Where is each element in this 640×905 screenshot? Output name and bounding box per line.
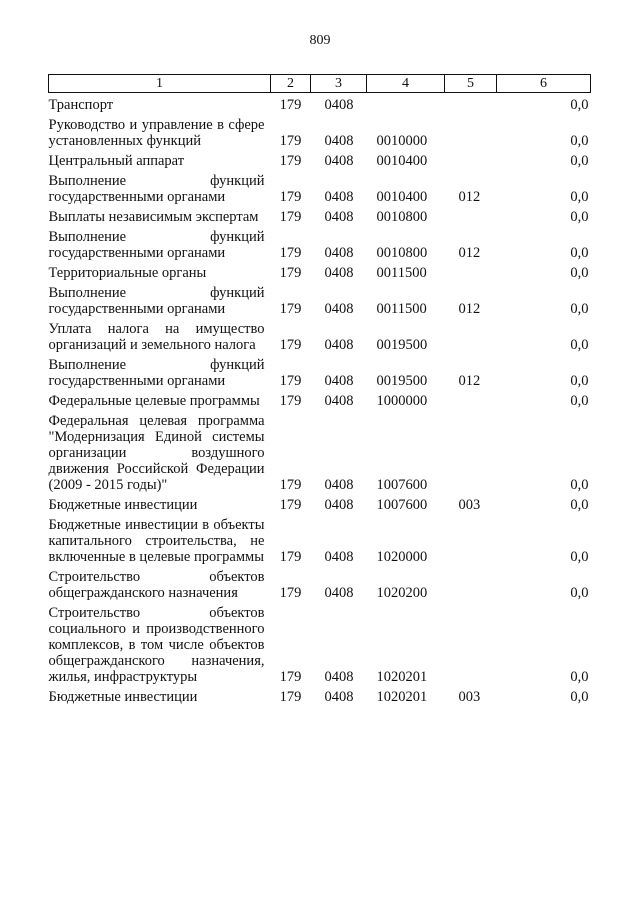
row-col-4: 0010400 [376,189,428,205]
row-col-3: 0408 [324,585,354,601]
row-col-4: 0019500 [376,337,428,353]
row-col-3: 0408 [324,245,354,261]
row-col-3: 0408 [324,549,354,565]
row-col-5: 003 [458,689,481,705]
row-name: Строительство объектов общегражданского назначения [48,569,265,601]
page-number: 809 [309,33,331,48]
column-header-3: 3 [311,75,367,93]
row-name: Федеральные целевые программы [48,393,260,409]
row-col-6: 0,0 [570,189,589,205]
row-col-6: 0,0 [570,689,589,705]
row-col-6: 0,0 [570,585,589,601]
row-col-6: 0,0 [570,497,589,513]
column-header-1: 1 [49,75,271,93]
row-col-2: 179 [279,133,302,149]
row-col-4: 1020201 [376,689,428,705]
row-col-5 [445,601,497,685]
row-col-2: 179 [279,245,302,261]
row-name: Бюджетные инвестиции [48,497,198,513]
row-col-5 [445,149,497,169]
row-col-4: 0010800 [376,209,428,225]
table-row [49,513,591,565]
row-col-4: 1000000 [376,393,428,409]
table-row [49,353,591,389]
table-row [49,409,591,493]
row-col-5 [445,93,497,114]
row-col-6: 0,0 [570,393,589,409]
row-name: Выполнение функций государственными органами [48,229,265,261]
row-col-5: 012 [458,301,481,317]
row-col-2: 179 [279,373,302,389]
row-col-2: 179 [279,265,302,281]
row-col-5: 003 [458,497,481,513]
row-col-2: 179 [279,393,302,409]
row-col-6: 0,0 [570,133,589,149]
row-col-5 [445,261,497,281]
row-name: Руководство и управление в сфере установленных функций [48,117,265,149]
row-col-5 [445,317,497,353]
row-col-5 [445,513,497,565]
column-header-4: 4 [367,75,445,93]
column-header-6: 6 [497,75,591,93]
table-row [49,685,591,705]
row-name: Центральный аппарат [48,153,185,169]
row-col-3: 0408 [324,669,354,685]
row-col-5: 012 [458,373,481,389]
row-col-2: 179 [279,189,302,205]
row-name: Строительство объектов социального и производственного комплексов, в том числе объектов общегражданского назначения, жилья, инфраструктуры [48,605,265,685]
row-col-2: 179 [279,497,302,513]
header-row [49,75,591,93]
row-col-4: 1020000 [376,549,428,565]
row-col-3: 0408 [324,209,354,225]
row-col-6: 0,0 [570,549,589,565]
table-row [49,225,591,261]
row-col-5 [445,409,497,493]
row-name: Территориальные органы [48,265,207,281]
row-col-3: 0408 [324,477,354,493]
row-col-6: 0,0 [570,301,589,317]
row-col-6: 0,0 [570,337,589,353]
row-col-4: 0010800 [376,245,428,261]
row-col-2: 179 [279,337,302,353]
row-col-4: 1020200 [376,585,428,601]
column-header-2: 2 [271,75,311,93]
row-name: Уплата налога на имущество организаций и земельного налога [48,321,265,353]
row-col-5: 012 [458,189,481,205]
row-col-6: 0,0 [570,97,589,113]
row-col-3: 0408 [324,393,354,409]
row-col-2: 179 [279,97,302,113]
row-col-4: 0019500 [376,373,428,389]
column-header-5: 5 [445,75,497,93]
table-row [49,317,591,353]
row-col-4: 1007600 [376,497,428,513]
row-name: Бюджетные инвестиции [48,689,198,705]
row-col-4: 0011500 [376,265,427,281]
row-col-2: 179 [279,301,302,317]
row-col-3: 0408 [324,189,354,205]
row-name: Выполнение функций государственными органами [48,173,265,205]
row-col-6: 0,0 [570,265,589,281]
row-col-5 [445,113,497,149]
row-name: Выплаты независимым экспертам [48,209,259,225]
row-name: Выполнение функций государственными органами [48,285,265,317]
table-row [49,565,591,601]
row-col-2: 179 [279,209,302,225]
row-col-4 [367,93,445,114]
row-col-2: 179 [279,549,302,565]
row-name: Федеральная целевая программа "Модернизация Единой системы организации воздушного движения Российской Федерации (2009 - 2015 годы)" [48,413,265,493]
row-col-6: 0,0 [570,209,589,225]
table-row [49,261,591,281]
row-col-3: 0408 [324,133,354,149]
row-col-3: 0408 [324,689,354,705]
row-col-3: 0408 [324,337,354,353]
table-row [49,205,591,225]
budget-table [48,74,591,705]
row-col-4: 0010000 [376,133,428,149]
row-col-3: 0408 [324,301,354,317]
table-row [49,113,591,149]
row-col-2: 179 [279,477,302,493]
row-name: Выполнение функций государственными органами [48,357,265,389]
table-row [49,281,591,317]
row-col-3: 0408 [324,153,354,169]
table-row [49,149,591,169]
row-col-4: 0010400 [376,153,428,169]
row-col-2: 179 [279,669,302,685]
table-row [49,601,591,685]
row-col-4: 0011500 [376,301,427,317]
row-col-6: 0,0 [570,245,589,261]
table-row [49,93,591,114]
row-col-4: 1007600 [376,477,428,493]
row-name: Бюджетные инвестиции в объекты капитального строительства, не включенные в целевые программы [48,517,265,565]
table-row [49,493,591,513]
row-col-5 [445,565,497,601]
row-col-5 [445,205,497,225]
row-col-6: 0,0 [570,669,589,685]
row-name: Транспорт [48,97,114,113]
table-row [49,389,591,409]
row-col-3: 0408 [324,497,354,513]
row-col-2: 179 [279,585,302,601]
row-col-6: 0,0 [570,373,589,389]
row-col-6: 0,0 [570,153,589,169]
table-body [49,93,591,706]
row-col-3: 0408 [324,265,354,281]
row-col-5 [445,389,497,409]
row-col-3: 0408 [324,97,354,113]
row-col-4: 1020201 [376,669,428,685]
row-col-5: 012 [458,245,481,261]
row-col-2: 179 [279,689,302,705]
table-row [49,169,591,205]
row-col-6: 0,0 [570,477,589,493]
row-col-2: 179 [279,153,302,169]
row-col-3: 0408 [324,373,354,389]
